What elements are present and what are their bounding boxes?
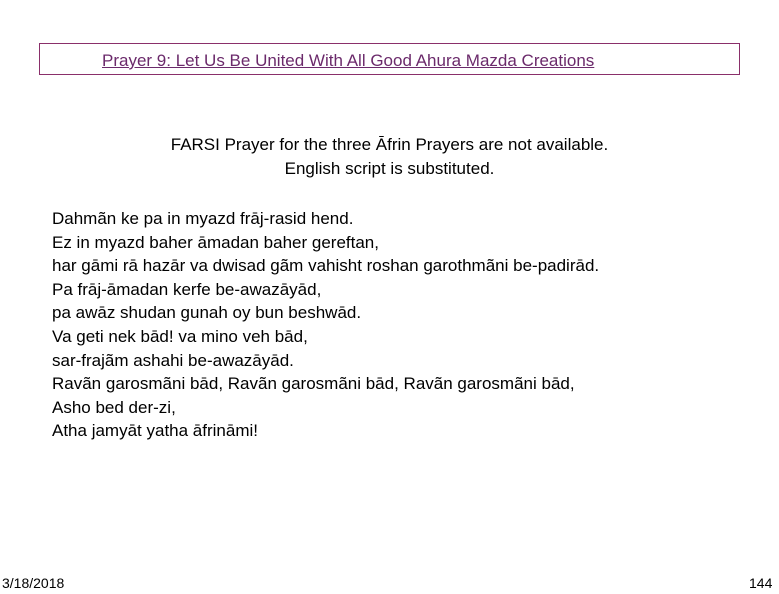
prayer-line: har gāmi rā hazār va dwisad gãm vahisht roshan garothmãni be-padirād.: [52, 256, 600, 276]
prayer-line: Ravãn garosmãni bād, Ravãn garosmãni bād, Ravãn garosmãni bād,: [52, 374, 575, 394]
footer-date: 3/18/2018: [2, 575, 65, 591]
page-title: Prayer 9: Let Us Be United With All Good Ahura Mazda Creations: [102, 51, 595, 70]
prayer-line: Va geti nek bād! va mino veh bād,: [52, 326, 308, 346]
prayer-line: Dahmãn ke pa in myazd frāj-rasid hend.: [52, 209, 354, 228]
notice-line-2: English script is substituted.: [284, 159, 495, 178]
prayer-line: Atha jamyāt yatha āfrināmi!: [52, 421, 258, 441]
prayer-line: Ez in myazd baher āmadan baher gereftan,: [52, 232, 379, 252]
prayer-line: pa awāz shudan gunah oy bun beshwād.: [52, 303, 362, 323]
prayer-line: Pa frāj-āmadan kerfe be-awazāyād,: [52, 279, 322, 299]
prayer-line: sar-frajãm ashahi be-awazāyād.: [52, 350, 294, 370]
notice-line-1: FARSI Prayer for the three Āfrin Prayers are not available.: [170, 135, 609, 154]
prayer-text: [52, 207, 599, 443]
page-number: 144: [749, 575, 773, 591]
prayer-line: Asho bed der-zi,: [52, 397, 176, 417]
